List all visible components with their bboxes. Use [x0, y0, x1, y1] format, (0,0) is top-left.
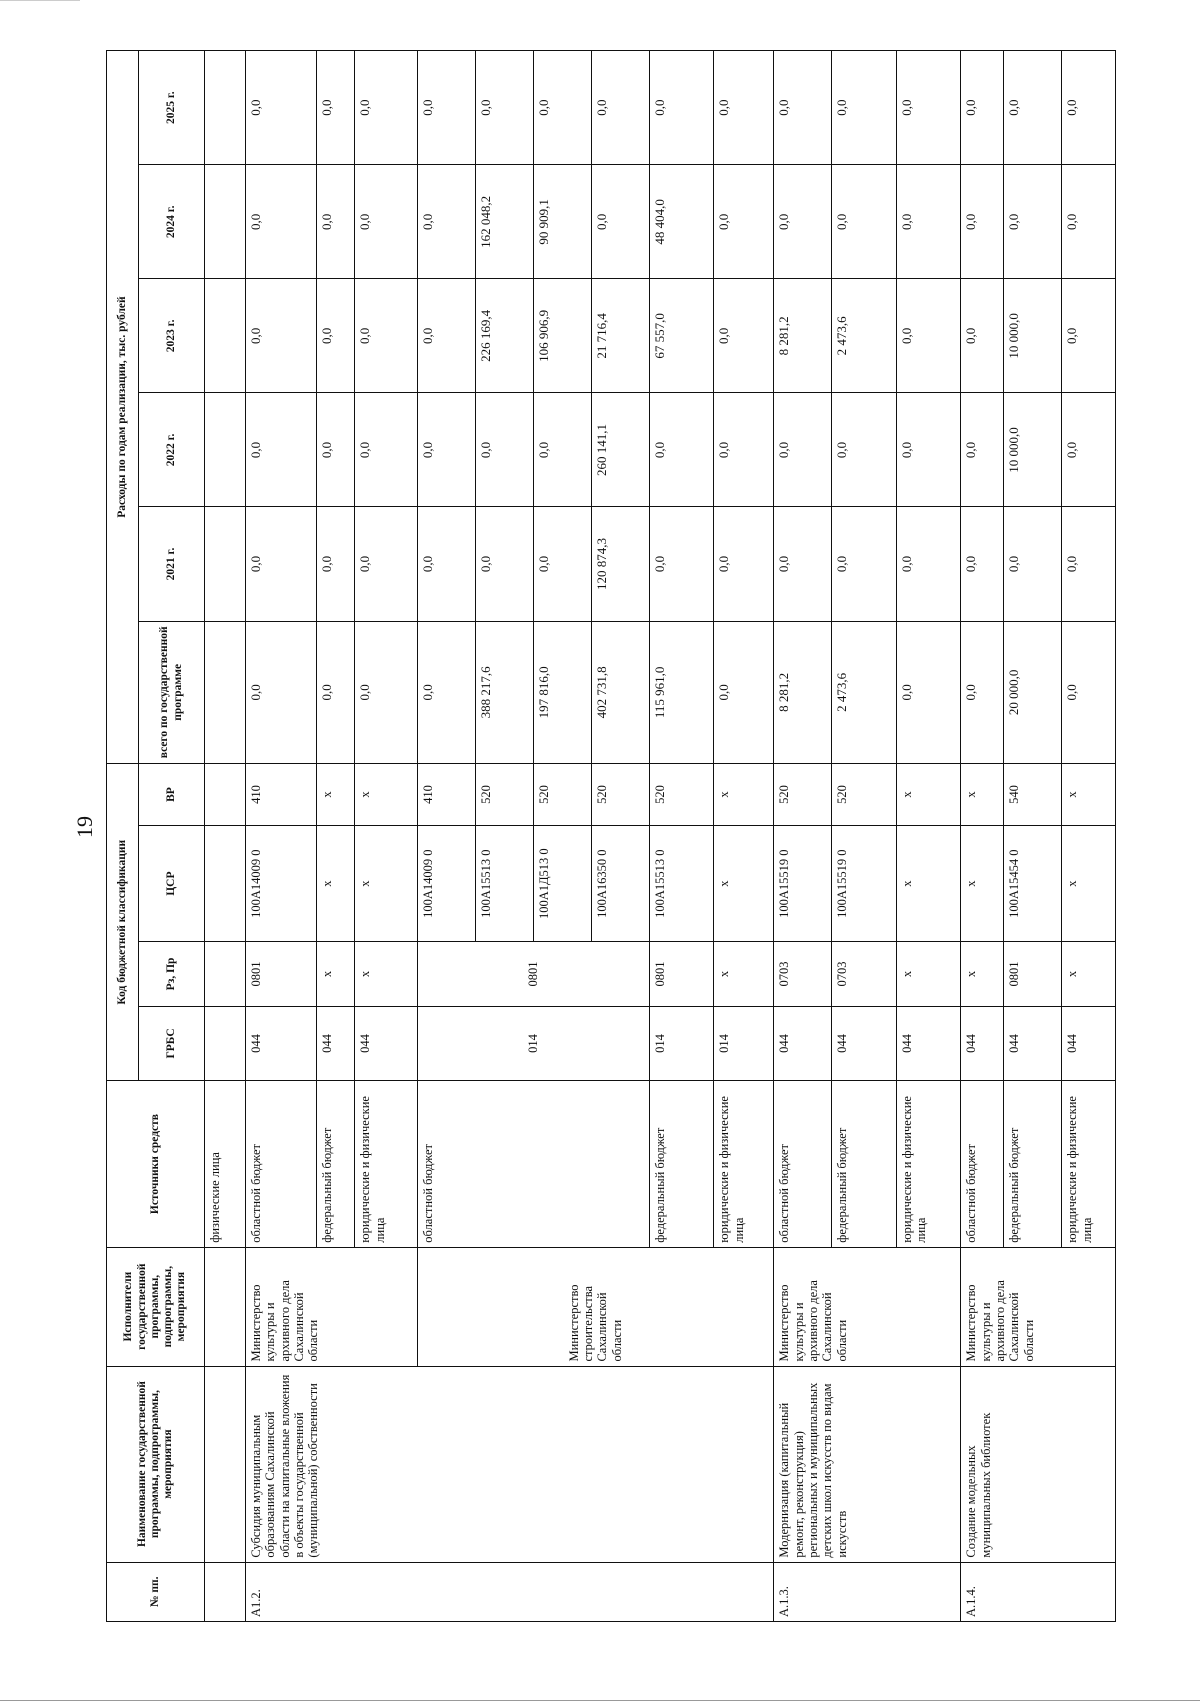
cell-source: федеральный бюджет: [1004, 1081, 1062, 1247]
cell-total: 115 961,0: [649, 621, 713, 764]
cell-2024: 48 404,0: [649, 165, 713, 279]
cell-total: 402 731,8: [591, 621, 649, 764]
cell-executor: [205, 1247, 246, 1366]
cell-total: 8 281,2: [774, 621, 832, 764]
cell-2024: 90 909,1: [533, 165, 591, 279]
header-name: Наименование государственной программы, подпрограммы, мероприятия: [107, 1366, 205, 1562]
cell-2024: 0,0: [774, 165, 832, 279]
cell-2021: 0,0: [1004, 507, 1062, 621]
rotated-page-content: [106, 50, 1116, 1622]
table-header: [107, 51, 205, 1622]
cell-grbs: 044: [316, 1006, 355, 1081]
cell-grbs: 044: [355, 1006, 417, 1081]
cell-2021: 0,0: [417, 507, 475, 621]
cell-2025: 0,0: [774, 51, 832, 165]
cell-source: областной бюджет: [417, 1081, 649, 1247]
cell-2021: 0,0: [832, 507, 896, 621]
cell-2021: [205, 507, 246, 621]
cell-num: А.1.4.: [961, 1562, 1116, 1621]
cell-2022: [205, 393, 246, 507]
cell-total: 20 000,0: [1004, 621, 1062, 764]
cell-2022: 0,0: [896, 393, 960, 507]
cell-2023: 106 906,9: [533, 279, 591, 393]
cell-grbs: 014: [714, 1006, 774, 1081]
cell-csr: 100А16350 0: [591, 825, 649, 941]
cell-total: [205, 621, 246, 764]
cell-2021: 0,0: [896, 507, 960, 621]
cell-num: А1.2.: [245, 1562, 773, 1621]
cell-csr: х: [355, 825, 417, 941]
budget-table: [106, 50, 1116, 1622]
cell-csr: [205, 825, 246, 941]
cell-2025: 0,0: [316, 51, 355, 165]
cell-num: А.1.3.: [774, 1562, 961, 1621]
cell-2021: 0,0: [533, 507, 591, 621]
cell-2022: 0,0: [961, 393, 1004, 507]
cell-vr: х: [355, 764, 417, 826]
cell-total: 0,0: [961, 621, 1004, 764]
cell-2023: 0,0: [355, 279, 417, 393]
cell-rzpr: х: [1062, 942, 1116, 1006]
header-csr: ЦСР: [139, 825, 205, 941]
header-2022: 2022 г.: [139, 393, 205, 507]
cell-2023: 0,0: [417, 279, 475, 393]
header-expenses: Расходы по годам реализации, тыс. рублей: [107, 51, 139, 764]
cell-source: юридические и физические лица: [714, 1081, 774, 1247]
cell-vr: 520: [774, 764, 832, 826]
cell-2024: 0,0: [316, 165, 355, 279]
header-vr: ВР: [139, 764, 205, 826]
cell-rzpr: х: [961, 942, 1004, 1006]
cell-vr: х: [1062, 764, 1116, 826]
cell-grbs: 044: [774, 1006, 832, 1081]
cell-vr: 520: [533, 764, 591, 826]
header-executor: Исполнители государственной программы, подпрограммы, мероприятия: [107, 1247, 205, 1366]
cell-2024: 0,0: [896, 165, 960, 279]
cell-2024: 0,0: [1004, 165, 1062, 279]
cell-2024: [205, 165, 246, 279]
cell-2022: 0,0: [714, 393, 774, 507]
cell-total: 0,0: [417, 621, 475, 764]
header-2025: 2025 г.: [139, 51, 205, 165]
cell-2021: 0,0: [649, 507, 713, 621]
cell-vr: х: [896, 764, 960, 826]
cell-vr: 540: [1004, 764, 1062, 826]
scan-artifact-line: [0, 0, 80, 1]
cell-rzpr: х: [316, 942, 355, 1006]
cell-csr: 100А15454 0: [1004, 825, 1062, 941]
cell-2023: [205, 279, 246, 393]
cell-vr: 520: [832, 764, 896, 826]
cell-csr: 100А14009 0: [417, 825, 475, 941]
cell-rzpr: 0703: [832, 942, 896, 1006]
cell-grbs: 014: [649, 1006, 713, 1081]
cell-2025: 0,0: [1062, 51, 1116, 165]
cell-2023: 226 169,4: [475, 279, 533, 393]
cell-grbs: 044: [245, 1006, 316, 1081]
cell-2021: 0,0: [774, 507, 832, 621]
cell-2023: 0,0: [245, 279, 316, 393]
cell-csr: 100А15519 0: [774, 825, 832, 941]
cell-2025: 0,0: [417, 51, 475, 165]
cell-2025: 0,0: [714, 51, 774, 165]
cell-csr: х: [961, 825, 1004, 941]
cell-grbs: 014: [417, 1006, 649, 1081]
cell-source: федеральный бюджет: [649, 1081, 713, 1247]
cell-name: Субсидия муниципальным образованиям Сахалинской области на капитальные вложения в объекты государственной (муниципальной) собственности: [245, 1366, 773, 1562]
cell-2025: 0,0: [649, 51, 713, 165]
cell-2025: 0,0: [245, 51, 316, 165]
cell-total: 0,0: [355, 621, 417, 764]
cell-name: Модернизация (капитальный ремонт, реконструкция) региональных и муниципальных детских школ искусств по видам искусств: [774, 1366, 961, 1562]
header-2024: 2024 г.: [139, 165, 205, 279]
cell-num: [205, 1562, 246, 1621]
cell-2024: 0,0: [1062, 165, 1116, 279]
header-2021: 2021 г.: [139, 507, 205, 621]
cell-vr: х: [316, 764, 355, 826]
cell-2021: 0,0: [714, 507, 774, 621]
page-number: 19: [72, 816, 97, 838]
cell-name: [205, 1366, 246, 1562]
cell-grbs: 044: [1062, 1006, 1116, 1081]
table-body: [205, 51, 1116, 1622]
cell-rzpr: 0703: [774, 942, 832, 1006]
cell-source: юридические и физические лица: [355, 1081, 417, 1247]
header-rzpr: Рз, Пр: [139, 942, 205, 1006]
cell-2023: 8 281,2: [774, 279, 832, 393]
cell-rzpr: х: [896, 942, 960, 1006]
cell-2024: 0,0: [245, 165, 316, 279]
scan-artifact-line: [0, 1700, 1200, 1701]
cell-2022: 0,0: [245, 393, 316, 507]
header-num: № пп.: [107, 1562, 205, 1621]
header-grbs: ГРБС: [139, 1006, 205, 1081]
cell-csr: х: [714, 825, 774, 941]
cell-2023: 0,0: [316, 279, 355, 393]
cell-csr: 100А15519 0: [832, 825, 896, 941]
cell-total: 2 473,6: [832, 621, 896, 764]
cell-csr: 100А15513 0: [649, 825, 713, 941]
cell-grbs: 044: [1004, 1006, 1062, 1081]
cell-rzpr: 0801: [1004, 942, 1062, 1006]
cell-2023: 2 473,6: [832, 279, 896, 393]
table-row: [774, 51, 832, 1622]
cell-2021: 0,0: [316, 507, 355, 621]
cell-2023: 0,0: [714, 279, 774, 393]
cell-rzpr: 0801: [417, 942, 649, 1006]
table-row: [961, 51, 1004, 1622]
cell-2022: 10 000,0: [1004, 393, 1062, 507]
table-row: [205, 51, 246, 1622]
cell-2021: 0,0: [1062, 507, 1116, 621]
cell-2023: 21 716,4: [591, 279, 649, 393]
cell-2023: 10 000,0: [1004, 279, 1062, 393]
cell-2022: 0,0: [417, 393, 475, 507]
cell-vr: х: [961, 764, 1004, 826]
cell-source: юридические и физические лица: [896, 1081, 960, 1247]
cell-vr: 410: [417, 764, 475, 826]
cell-executor: Министерство культуры и архивного дела Сахалинской области: [774, 1247, 961, 1366]
cell-vr: 520: [649, 764, 713, 826]
cell-vr: 410: [245, 764, 316, 826]
cell-2022: 0,0: [475, 393, 533, 507]
cell-2025: 0,0: [475, 51, 533, 165]
cell-2021: 0,0: [961, 507, 1004, 621]
cell-2024: 0,0: [417, 165, 475, 279]
cell-csr: 100А1Д513 0: [533, 825, 591, 941]
cell-vr: 520: [475, 764, 533, 826]
cell-rzpr: х: [355, 942, 417, 1006]
cell-2024: 162 048,2: [475, 165, 533, 279]
cell-2024: 0,0: [832, 165, 896, 279]
cell-grbs: 044: [832, 1006, 896, 1081]
cell-total: 0,0: [714, 621, 774, 764]
cell-total: 0,0: [1062, 621, 1116, 764]
cell-csr: х: [316, 825, 355, 941]
header-total: всего по государственной программе: [139, 621, 205, 764]
cell-grbs: [205, 1006, 246, 1081]
cell-2025: 0,0: [832, 51, 896, 165]
cell-vr: х: [714, 764, 774, 826]
cell-2024: 0,0: [714, 165, 774, 279]
cell-2024: 0,0: [355, 165, 417, 279]
cell-2025: 0,0: [961, 51, 1004, 165]
cell-2022: 0,0: [774, 393, 832, 507]
cell-2025: 0,0: [355, 51, 417, 165]
cell-csr: х: [1062, 825, 1116, 941]
cell-total: 197 816,0: [533, 621, 591, 764]
cell-source: областной бюджет: [961, 1081, 1004, 1247]
cell-executor: Министерство культуры и архивного дела Сахалинской области: [961, 1247, 1116, 1366]
cell-csr: х: [896, 825, 960, 941]
cell-2025: 0,0: [591, 51, 649, 165]
cell-2021: 0,0: [475, 507, 533, 621]
cell-2022: 0,0: [533, 393, 591, 507]
cell-2025: [205, 51, 246, 165]
cell-executor: Министерство культуры и архивного дела Сахалинской области: [245, 1247, 417, 1366]
cell-rzpr: 0801: [649, 942, 713, 1006]
cell-2021: 0,0: [245, 507, 316, 621]
cell-source: федеральный бюджет: [316, 1081, 355, 1247]
cell-total: 0,0: [896, 621, 960, 764]
cell-2022: 0,0: [832, 393, 896, 507]
cell-2022: 0,0: [1062, 393, 1116, 507]
cell-2022: 260 141,1: [591, 393, 649, 507]
cell-csr: 100А15513 0: [475, 825, 533, 941]
cell-2024: 0,0: [591, 165, 649, 279]
cell-2023: 0,0: [896, 279, 960, 393]
cell-2024: 0,0: [961, 165, 1004, 279]
cell-vr: 520: [591, 764, 649, 826]
cell-2025: 0,0: [1004, 51, 1062, 165]
header-2023: 2023 г.: [139, 279, 205, 393]
cell-rzpr: [205, 942, 246, 1006]
cell-total: 0,0: [245, 621, 316, 764]
cell-2023: 0,0: [961, 279, 1004, 393]
cell-rzpr: х: [714, 942, 774, 1006]
cell-source: областной бюджет: [774, 1081, 832, 1247]
cell-2022: 0,0: [355, 393, 417, 507]
cell-csr: 100А14009 0: [245, 825, 316, 941]
cell-2023: 0,0: [1062, 279, 1116, 393]
cell-total: 388 217,6: [475, 621, 533, 764]
cell-2021: 120 874,3: [591, 507, 649, 621]
cell-name: Создание модельных муниципальных библиотек: [961, 1366, 1116, 1562]
cell-grbs: 044: [961, 1006, 1004, 1081]
cell-vr: [205, 764, 246, 826]
cell-2021: 0,0: [355, 507, 417, 621]
cell-total: 0,0: [316, 621, 355, 764]
cell-source: физические лица: [205, 1081, 246, 1247]
cell-source: федеральный бюджет: [832, 1081, 896, 1247]
table-row: [245, 51, 316, 1622]
header-source: Источники средств: [107, 1081, 205, 1247]
cell-source: областной бюджет: [245, 1081, 316, 1247]
cell-executor: Министерство строительства Сахалинской области: [417, 1247, 774, 1366]
cell-2025: 0,0: [896, 51, 960, 165]
cell-source: юридические и физические лица: [1062, 1081, 1116, 1247]
cell-2023: 67 557,0: [649, 279, 713, 393]
cell-2022: 0,0: [316, 393, 355, 507]
cell-2025: 0,0: [533, 51, 591, 165]
cell-rzpr: 0801: [245, 942, 316, 1006]
cell-2022: 0,0: [649, 393, 713, 507]
header-budget-code: Код бюджетной классификации: [107, 764, 139, 1081]
cell-grbs: 044: [896, 1006, 960, 1081]
